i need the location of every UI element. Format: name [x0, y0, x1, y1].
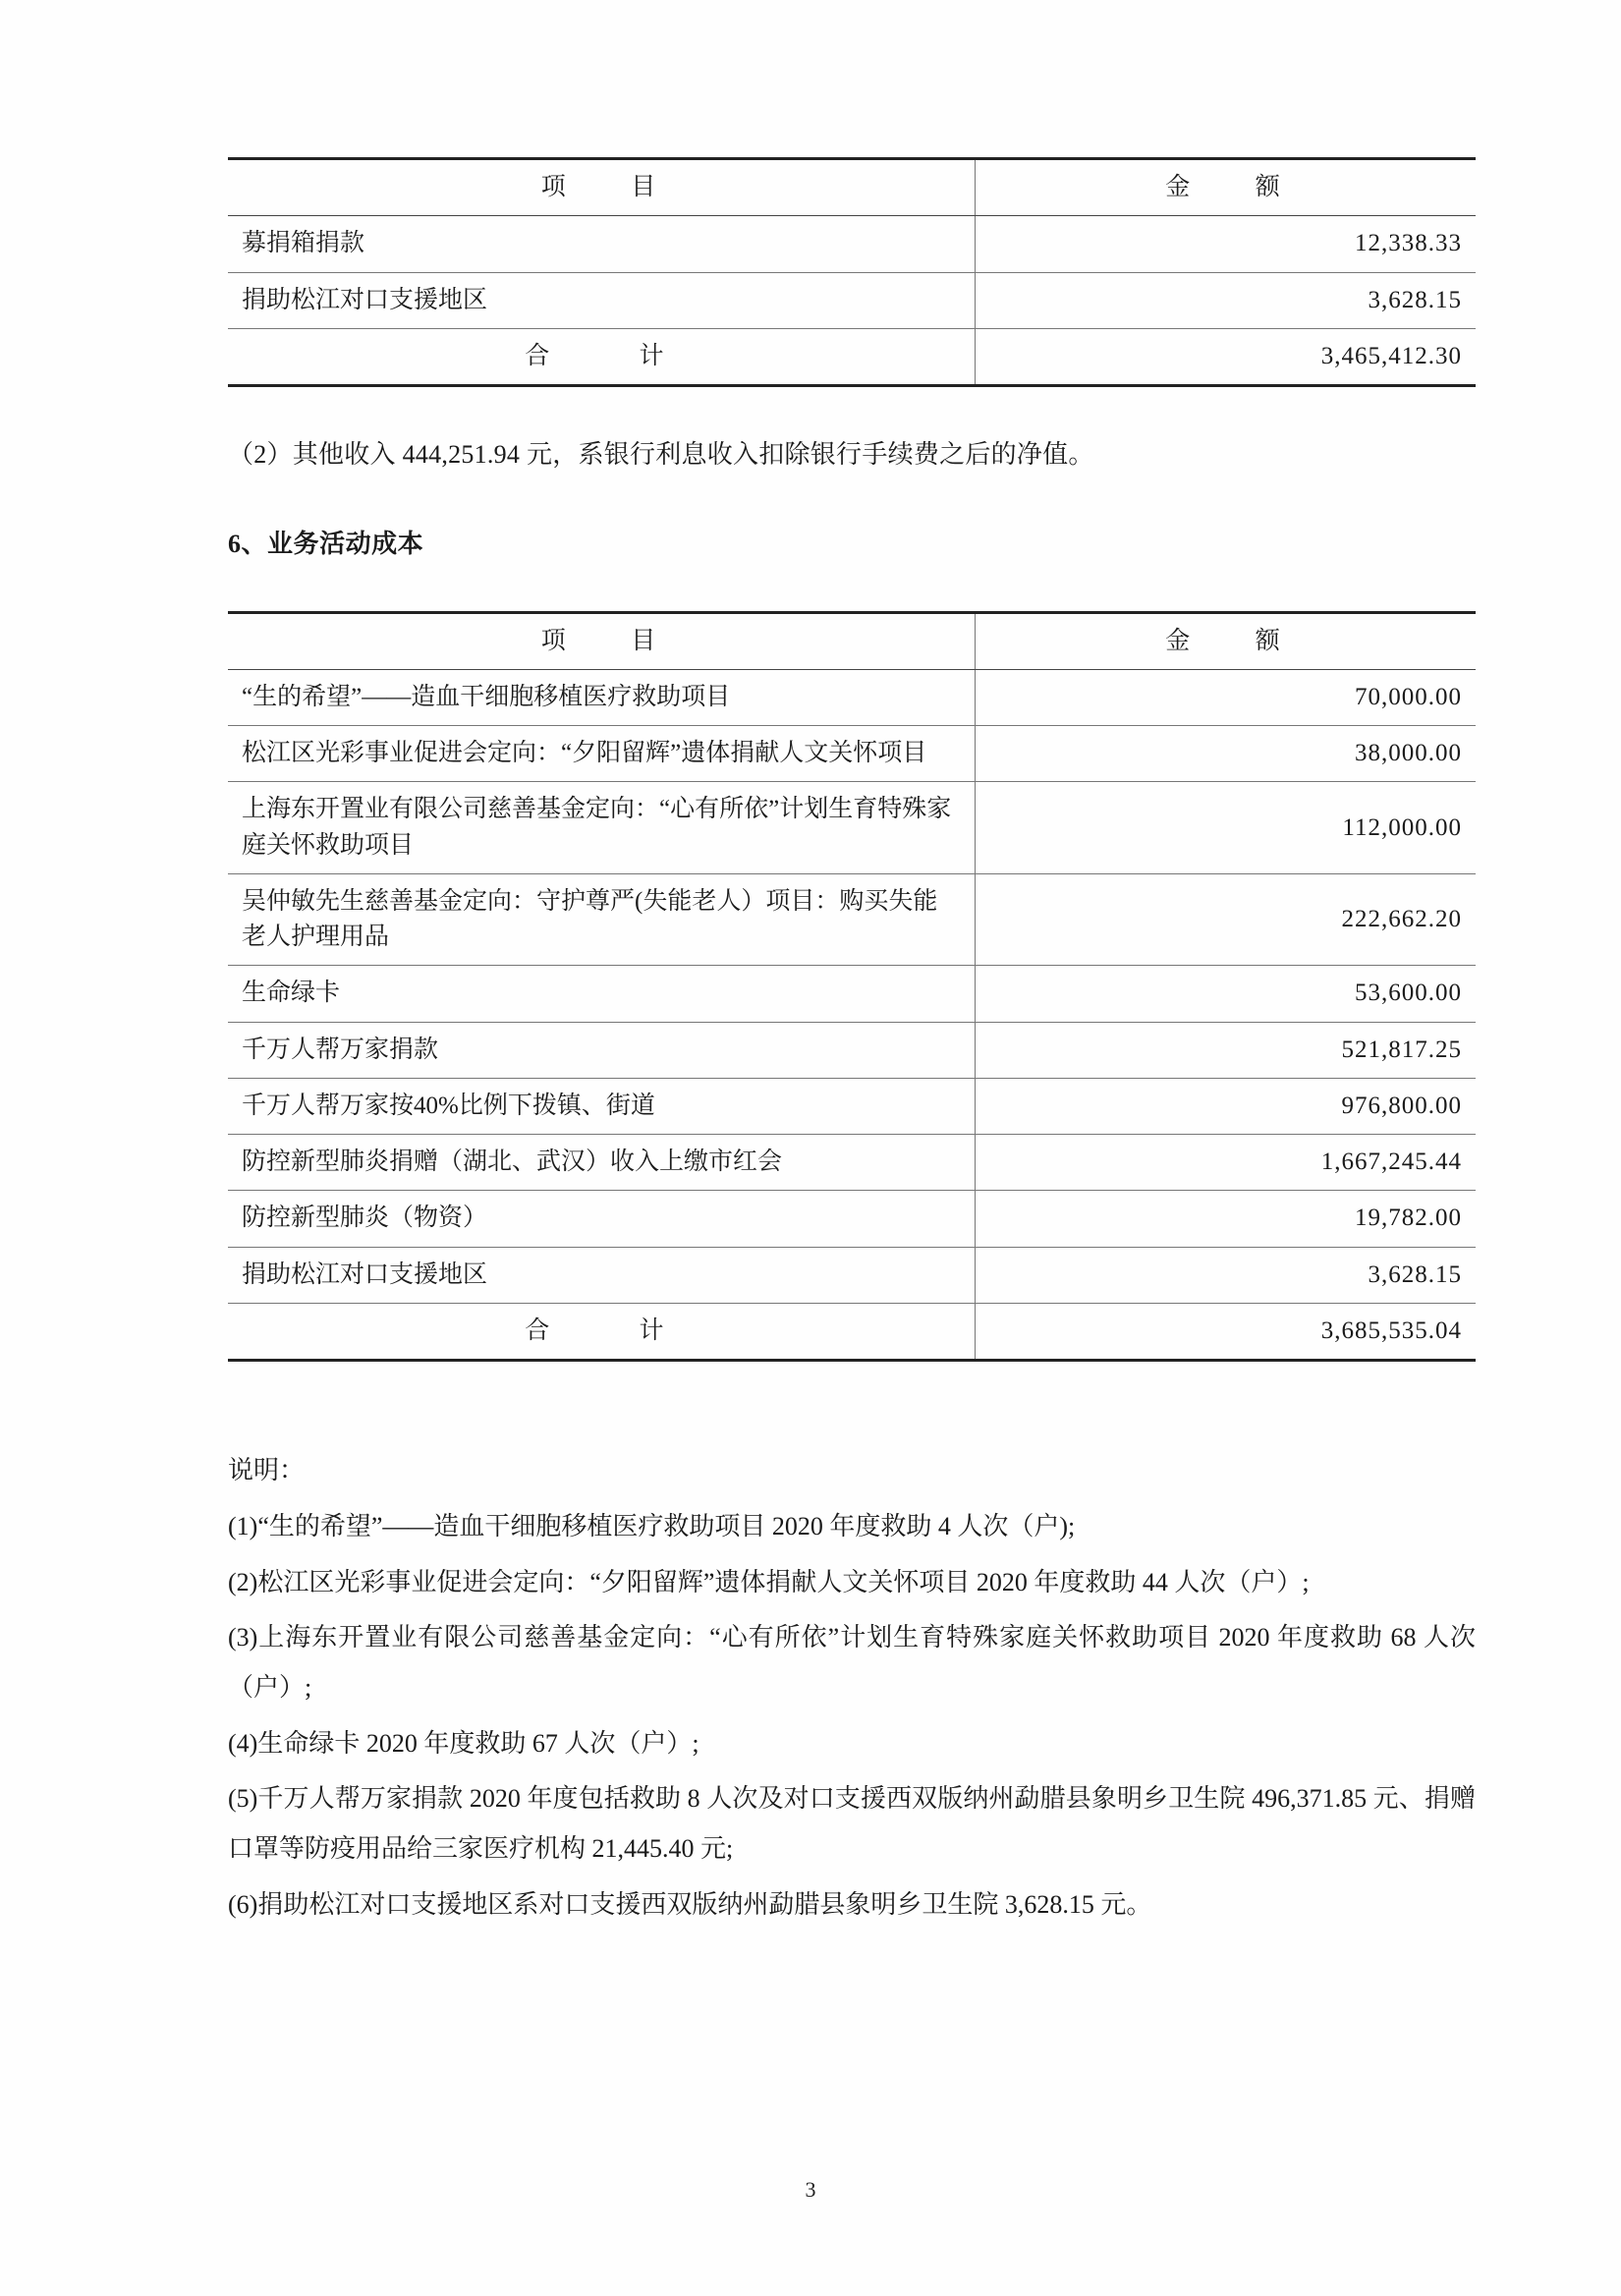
total-amount: 3,685,535.04: [975, 1303, 1476, 1360]
total-amount: 3,465,412.30: [975, 328, 1476, 385]
row-item: 上海东开置业有限公司慈善基金定向：“心有所依”计划生育特殊家庭关怀救助项目: [228, 782, 975, 874]
row-item: 生命绿卡: [228, 966, 975, 1022]
page-number: 3: [805, 2177, 816, 2202]
row-amount: 70,000.00: [975, 669, 1476, 725]
table-row: [228, 782, 1476, 874]
total-label: 合 计: [228, 328, 975, 385]
table-row: [228, 1247, 1476, 1303]
row-amount: 12,338.33: [975, 216, 1476, 272]
row-amount: 38,000.00: [975, 726, 1476, 782]
row-item: 捐助松江对口支援地区: [228, 272, 975, 328]
table-row: [228, 1135, 1476, 1191]
total-label: 合 计: [228, 1303, 975, 1360]
row-item: 防控新型肺炎捐赠（湖北、武汉）收入上缴市红会: [228, 1135, 975, 1191]
note-item: (1)“生的希望”——造血干细胞移植医疗救助项目 2020 年度救助 4 人次（户);: [228, 1511, 1076, 1540]
note-item: (2)松江区光彩事业促进会定向：“夕阳留辉”遗体捐献人文关怀项目 2020 年度救助 44 人次（户）;: [228, 1567, 1310, 1596]
table-row: [228, 1191, 1476, 1247]
row-item: 募捐箱捐款: [228, 216, 975, 272]
note-item: (4)生命绿卡 2020 年度救助 67 人次（户）;: [228, 1728, 699, 1758]
spacer: [228, 480, 1476, 524]
row-item: 吴仲敏先生慈善基金定向：守护尊严(失能老人）项目：购买失能老人护理用品: [228, 873, 975, 966]
row-amount: 19,782.00: [975, 1191, 1476, 1247]
table-header-row: [228, 612, 1476, 669]
column-header-amount: 金 额: [975, 159, 1476, 216]
table-row: [228, 272, 1476, 328]
row-item: 千万人帮万家按40%比例下拨镇、街道: [228, 1078, 975, 1134]
row-item: “生的希望”——造血干细胞移植医疗救助项目: [228, 669, 975, 725]
section-title: 6、业务活动成本: [228, 529, 424, 558]
table-row: [228, 873, 1476, 966]
row-amount: 976,800.00: [975, 1078, 1476, 1134]
table-row: [228, 1078, 1476, 1134]
row-item: 松江区光彩事业促进会定向：“夕阳留辉”遗体捐献人文关怀项目: [228, 726, 975, 782]
table-header-row: [228, 159, 1476, 216]
row-amount: 3,628.15: [975, 272, 1476, 328]
cost-table: [228, 611, 1476, 1363]
row-amount: 521,817.25: [975, 1022, 1476, 1078]
spacer: [228, 387, 1476, 430]
table-row: [228, 216, 1476, 272]
row-item: 防控新型肺炎（物资）: [228, 1191, 975, 1247]
table-row: [228, 966, 1476, 1022]
table-row: [228, 726, 1476, 782]
row-amount: 222,662.20: [975, 873, 1476, 966]
page-content: [228, 157, 1476, 1935]
notes-section: [228, 1446, 1476, 1930]
note-item: (5)千万人帮万家捐款 2020 年度包括救助 8 人次及对口支援西双版纳州勐腊县象明乡卫生院 496,371.85 元、捐赠口罩等防疫用品给三家医疗机构 21,445.40 元;: [228, 1784, 1476, 1863]
row-item: 千万人帮万家捐款: [228, 1022, 975, 1078]
note-item: (3)上海东开置业有限公司慈善基金定向：“心有所依”计划生育特殊家庭关怀救助项目 2020 年度救助 68 人次（户）;: [228, 1623, 1476, 1702]
table-row: [228, 669, 1476, 725]
table-total-row: [228, 328, 1476, 385]
spacer: [228, 560, 1476, 611]
column-header-item: 项 目: [228, 612, 975, 669]
notes-title: 说明：: [228, 1456, 306, 1485]
note-item: (6)捐助松江对口支援地区系对口支援西双版纳州勐腊县象明乡卫生院 3,628.15 元。: [228, 1889, 1152, 1919]
spacer: [228, 1362, 1476, 1446]
row-item: 捐助松江对口支援地区: [228, 1247, 975, 1303]
table-total-row: [228, 1303, 1476, 1360]
row-amount: 3,628.15: [975, 1247, 1476, 1303]
row-amount: 1,667,245.44: [975, 1135, 1476, 1191]
other-income-paragraph: （2）其他收入 444,251.94 元，系银行利息收入扣除银行手续费之后的净值。: [228, 440, 1094, 469]
income-table: [228, 157, 1476, 387]
column-header-amount: 金 额: [975, 612, 1476, 669]
row-amount: 53,600.00: [975, 966, 1476, 1022]
table-row: [228, 1022, 1476, 1078]
column-header-item: 项 目: [228, 159, 975, 216]
row-amount: 112,000.00: [975, 782, 1476, 874]
